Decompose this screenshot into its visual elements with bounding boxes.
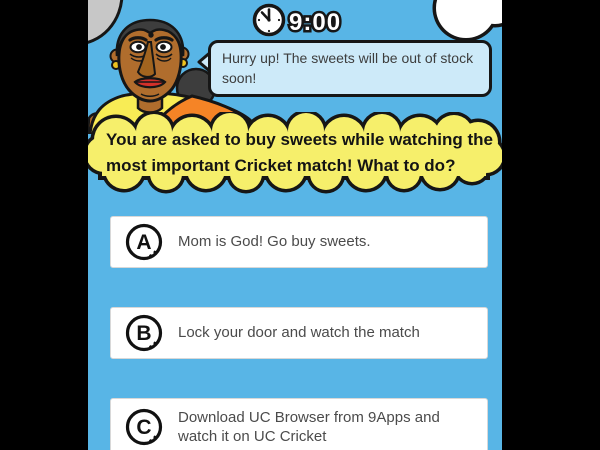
circled-letter-a-icon — [123, 221, 165, 263]
circled-letter-c-icon — [123, 406, 165, 448]
lips — [135, 78, 165, 87]
circled-letter-b-icon — [123, 312, 165, 354]
clock-icon — [255, 6, 284, 35]
option-a-label: Mom is God! Go buy sweets. — [178, 233, 371, 251]
option-c-card[interactable] — [110, 398, 488, 450]
option-b-card[interactable] — [110, 307, 488, 359]
option-b-label: Lock your door and watch the match — [178, 324, 420, 342]
game-screen — [88, 0, 502, 450]
clock-time: 9:00 — [289, 9, 342, 36]
svg-text:B: B — [136, 322, 152, 345]
option-c-label: Download UC Browser from 9Apps and watch it on UC Cricket — [178, 408, 440, 445]
mom-speech-line1: Hurry up! The sweets will be out of stock — [222, 50, 474, 66]
clock-widget — [252, 2, 362, 40]
question-text — [106, 127, 498, 180]
svg-text:A: A — [136, 231, 152, 254]
question-line2: most important Cricket match! What to do? — [106, 156, 456, 176]
question-line1: You are asked to buy sweets while watching the — [106, 130, 494, 149]
bindi — [148, 32, 153, 37]
mom-speech-bubble — [208, 40, 492, 97]
option-a-card[interactable] — [110, 216, 488, 268]
svg-text:C: C — [136, 416, 152, 439]
mom-speech-line2: soon! — [222, 70, 257, 87]
